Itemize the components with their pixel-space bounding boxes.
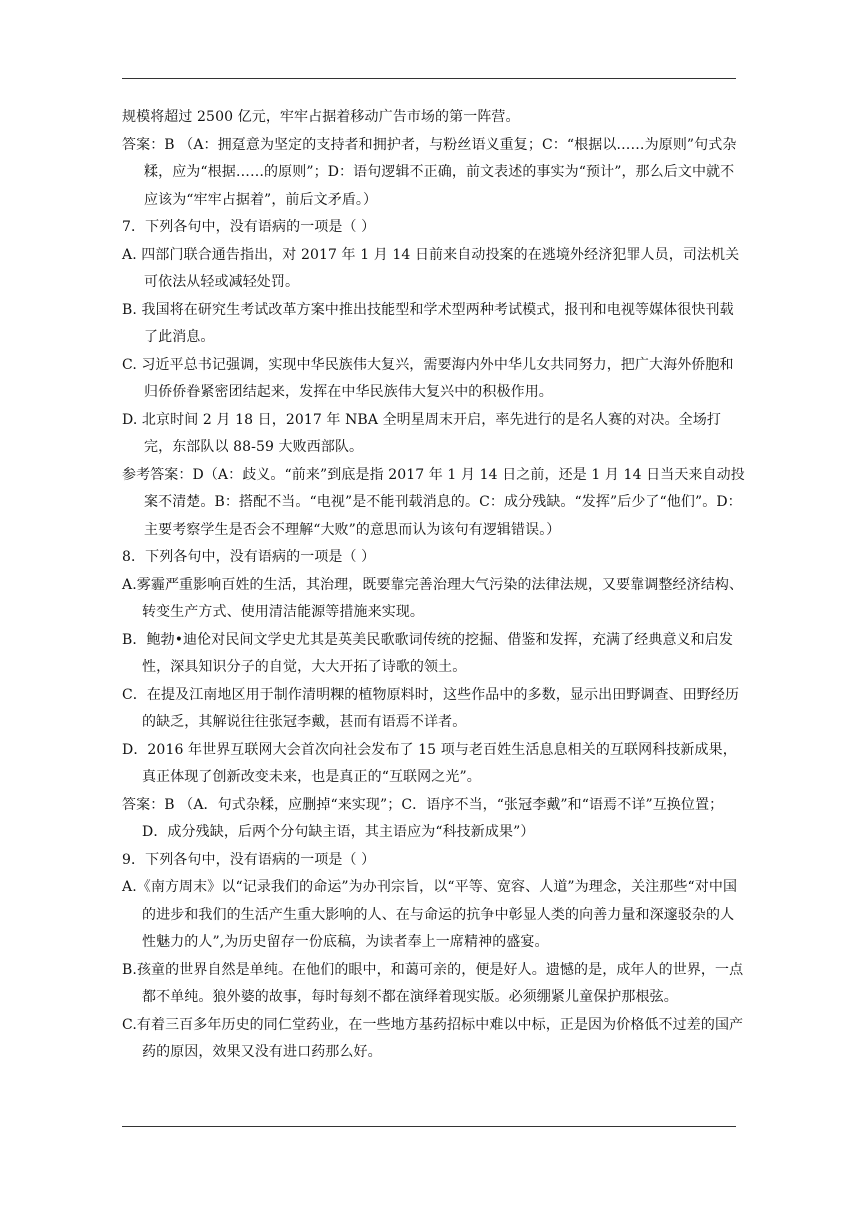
paragraph-continuation: 规模将超过 2500 亿元，牢牢占据着移动广告市场的第一阵营。 bbox=[122, 109, 520, 125]
question-8-option-b: B．鲍勃•迪伦对民间文学史尤其是英美民歌歌词传统的挖掘、借鉴和发挥，充满了经典意义和启发性，深具知识分子的自觉，大大开拓了诗歌的领土。 bbox=[122, 631, 733, 675]
question-8-option-a: A.雾霾严重影响百姓的生活，其治理，既要靠完善治理大气污染的法律法规，又要靠调整经济结构、转变生产方式、使用清洁能源等措施来实现。 bbox=[122, 576, 744, 620]
question-9-option-b: B.孩童的世界自然是单纯。在他们的眼中，和蔼可亲的，便是好人。遗憾的是，成年人的世界，一点都不单纯。狼外婆的故事，每时每刻不都在演绎着现实版。必须绷紧儿童保护那根弦。 bbox=[122, 961, 744, 1005]
document-body bbox=[122, 104, 746, 1067]
answer-q8: 答案：B （A．句式杂糅，应删掉“来实现”；C．语序不当，“张冠李戴”和“语焉不详”互换位置；D．成分残缺，后两个分句缺主语，其主语应为“科技新成果”） bbox=[122, 796, 724, 840]
question-7: 7．下列各句中，没有语病的一项是（ ） bbox=[122, 219, 376, 235]
answer-q6: 答案：B （A：拥趸意为坚定的支持者和拥护者，与粉丝语义重复；C：“根据以……为原则”句式杂糅，应为“根据……的原则”；D：语句逻辑不正确，前文表述的事实为“预计”，那么后文中就不应该为“牢牢占据着”，前后文矛盾。） bbox=[122, 136, 737, 208]
question-8: 8．下列各句中，没有语病的一项是（ ） bbox=[122, 549, 376, 565]
question-9-option-c: C.有着三百多年历史的同仁堂药业，在一些地方基药招标中难以中标，正是因为价格低不过差的国产药的原因，效果又没有进口药那么好。 bbox=[122, 1016, 744, 1060]
question-9-option-a: A.《南方周末》以“记录我们的命运”为办刊宗旨，以“平等、宽容、人道”为理念，关注那些“对中国的进步和我们的生活产生重大影响的人、在与命运的抗争中彰显人类的向善力量和深邃驳杂的人性魅力的人”,为历史留存一份底稿，为读者奉上一席精神的盛宴。 bbox=[122, 879, 738, 950]
question-7-option-c: C. 习近平总书记强调，实现中华民族伟大复兴，需要海内外中华儿女共同努力，把广大海外侨胞和归侨侨眷紧密团结起来，发挥在中华民族伟大复兴中的积极作用。 bbox=[122, 356, 734, 400]
question-8-option-d: D．2016 年世界互联网大会首次向社会发布了 15 项与老百姓生活息息相关的互联网科技新成果，真正体现了创新改变未来，也是真正的“互联网之光”。 bbox=[122, 741, 737, 785]
question-9: 9．下列各句中，没有语病的一项是（ ） bbox=[122, 851, 376, 868]
question-7-option-a: A. 四部门联合通告指出，对 2017 年 1 月 14 日前来自动投案的在逃境外经济犯罪人员，司法机关可依法从轻或减轻处罚。 bbox=[122, 246, 740, 290]
footer-rule bbox=[122, 1126, 736, 1127]
question-7-option-d: D. 北京时间 2 月 18 日，2017 年 NBA 全明星周末开启，率先进行的是名人赛的对决。全场打完，东部队以 88-59 大败西部队。 bbox=[122, 411, 721, 455]
question-8-option-c: C．在提及江南地区用于制作清明粿的植物原料时，这些作品中的多数，显示出田野调查、田野经历的缺乏，其解说往往张冠李戴，甚而有语焉不详者。 bbox=[122, 686, 740, 730]
header-rule bbox=[122, 78, 736, 79]
question-7-option-b: B. 我国将在研究生考试改革方案中推出技能型和学术型两种考试模式，报刊和电视等媒体很快刊载了此消息。 bbox=[122, 301, 734, 345]
answer-q7: 参考答案：D（A：歧义。“前来”到底是指 2017 年 1 月 14 日之前，还是 1 月 14 日当天来自动投案不清楚。B：搭配不当。“电视”是不能刊载消息的。C：成分残缺。“发挥”后少了“他们”。D：主要考察学生是否会不理解“大败”的意思而认为该句有逻辑错误。） bbox=[122, 466, 745, 538]
